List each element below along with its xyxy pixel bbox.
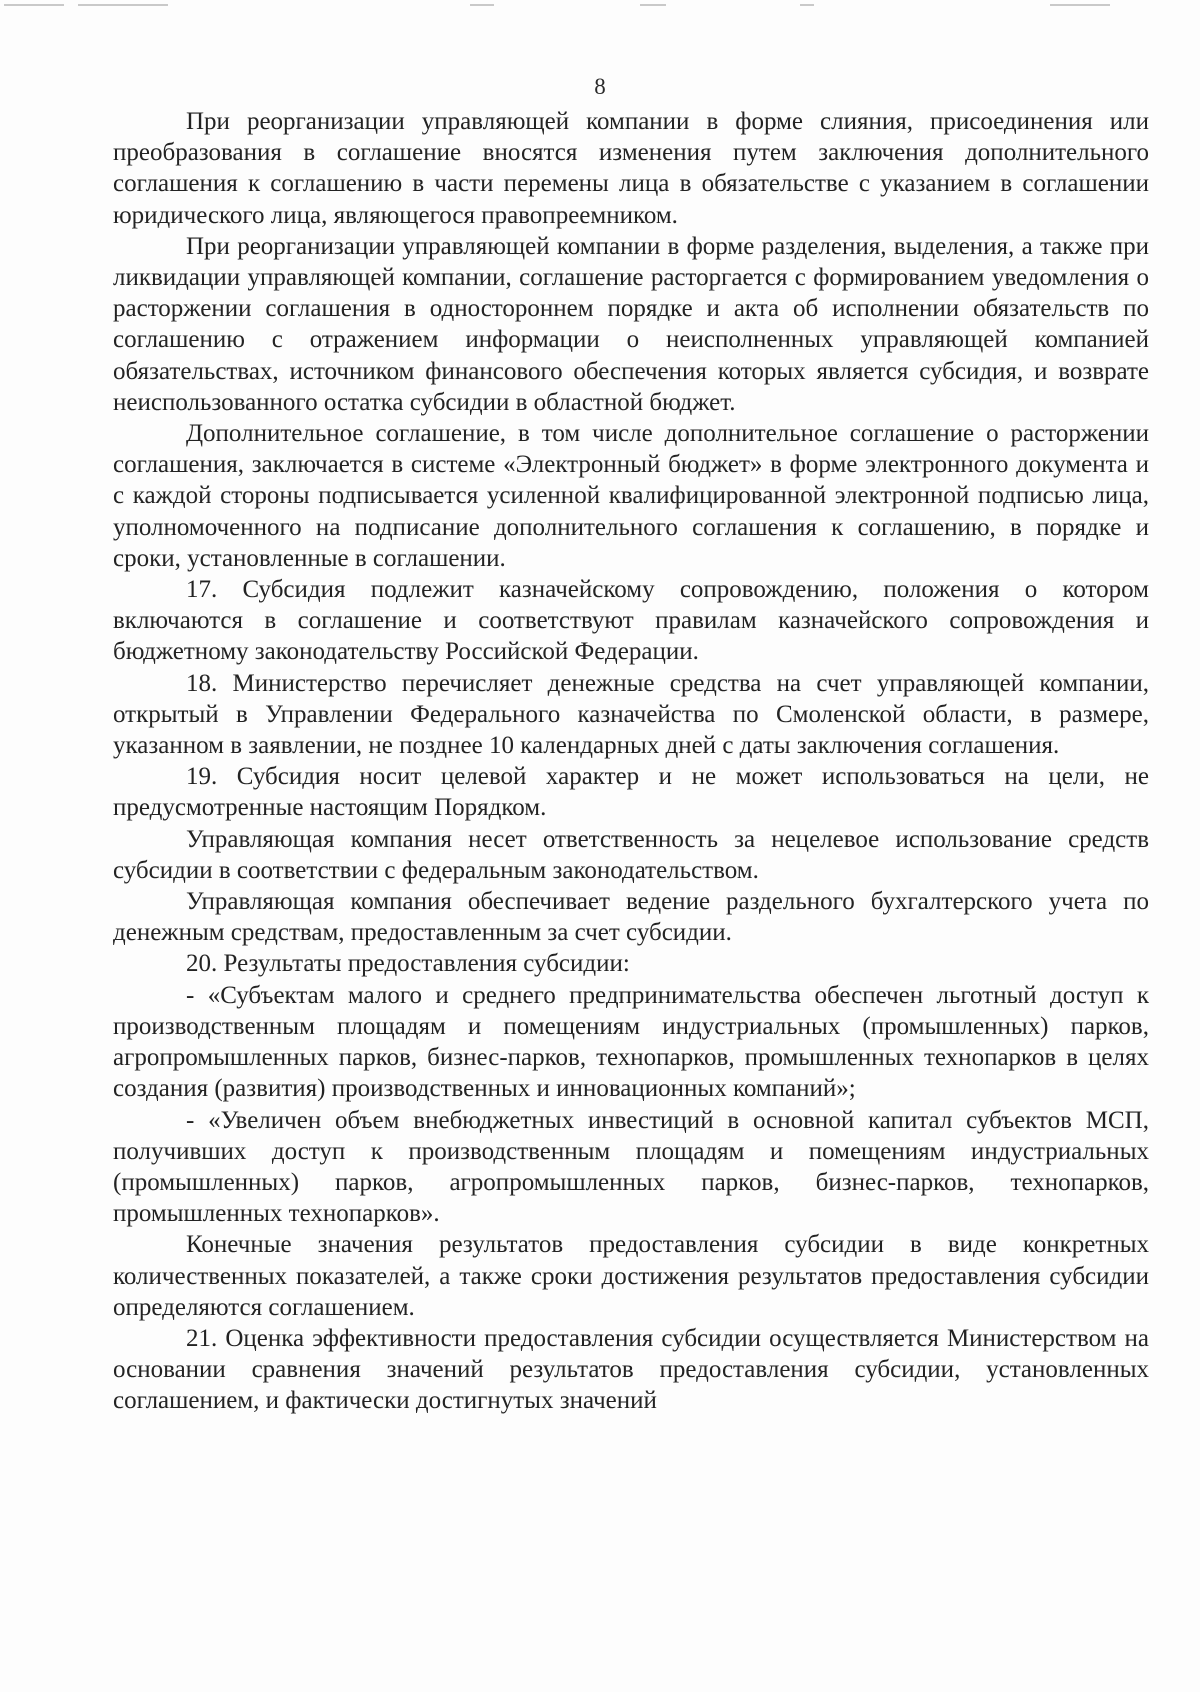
result-item-access: - «Субъектам малого и среднего предпринимательства обеспечен льготный доступ к производственным площадям и помещениям индустриальных (промышленных) парков, агропромышленных парков, бизнес-парков, технопарков, промышленных технопарков в целях создания (развития) производственных и инновационных компаний»; bbox=[113, 981, 1149, 1103]
page-number: 8 bbox=[594, 74, 606, 99]
paragraph-additional-agreement: Дополнительное соглашение, в том числе дополнительное соглашение о расторжении соглашения, заключается в системе «Электронный бюджет» в форме электронного документа и с каждой стороны подписывается усиленной квалифицированной электронной подписью лица, уполномоченного на подписание дополнительного соглашения к соглашению, в порядке и сроки, установленные в соглашении. bbox=[113, 420, 1149, 572]
clause-20: 20. Результаты предоставления субсидии: bbox=[186, 950, 630, 978]
paragraph-final-values: Конечные значения результатов предоставления субсидии в виде конкретных количественных показателей, а также сроки достижения результатов предоставления субсидии определяются соглашением. bbox=[113, 1231, 1149, 1321]
clause-21: 21. Оценка эффективности предоставления субсидии осуществляется Министерством на основании сравнения значений результатов предоставления субсидии, установленных соглашением, и фактически достигнутых значений bbox=[113, 1324, 1149, 1415]
paragraph-responsibility: Управляющая компания несет ответственность за нецелевое использование средств субсидии в соответствии с федеральным законодательством. bbox=[113, 825, 1149, 884]
paragraph-reorganization-division: При реорганизации управляющей компании в форме разделения, выделения, а также при ликвидации управляющей компании, соглашение расторгается с формированием уведомления о расторжении соглашения в одностороннем порядке и акта об исполнении обязательств по соглашению с отражением информации о неисполненных управляющей компанией обязательствах, источником финансового обеспечения которых является субсидия, и возврате неиспользованного остатка субсидии в областной бюджет. bbox=[113, 232, 1149, 416]
scan-edge-artifacts bbox=[0, 0, 1200, 14]
clause-19: 19. Субсидия носит целевой характер и не может использоваться на цели, не предусмотренные настоящим Порядком. bbox=[113, 763, 1149, 822]
clause-17: 17. Субсидия подлежит казначейскому сопровождению, положения о котором включаются в соглашение и соответствуют правилам казначейского сопровождения и бюджетному законодательству Российской Федерации. bbox=[113, 576, 1149, 666]
paragraph-reorganization-merger: При реорганизации управляющей компании в форме слияния, присоединения или преобразования в соглашение вносятся изменения путем заключения дополнительного соглашения к соглашению в части перемены лица в обязательстве с указанием в соглашении юридического лица, являющегося правопреемником. bbox=[113, 108, 1149, 229]
document-body bbox=[113, 106, 1149, 1417]
paragraph-accounting: Управляющая компания обеспечивает ведение раздельного бухгалтерского учета по денежным средствам, предоставленным за счет субсидии. bbox=[113, 888, 1149, 947]
clause-18: 18. Министерство перечисляет денежные средства на счет управляющей компании, открытый в Управлении Федерального казначейства по Смоленской области, в размере, указанном в заявлении, не позднее 10 календарных дней с даты заключения соглашения. bbox=[113, 669, 1149, 760]
result-item-investments: - «Увеличен объем внебюджетных инвестиций в основной капитал субъектов МСП, получивших доступ к производственным площадям и помещениям индустриальных (промышленных) парков, агропромышленных парков, бизнес-парков, технопарков, промышленных технопарков». bbox=[113, 1106, 1149, 1228]
